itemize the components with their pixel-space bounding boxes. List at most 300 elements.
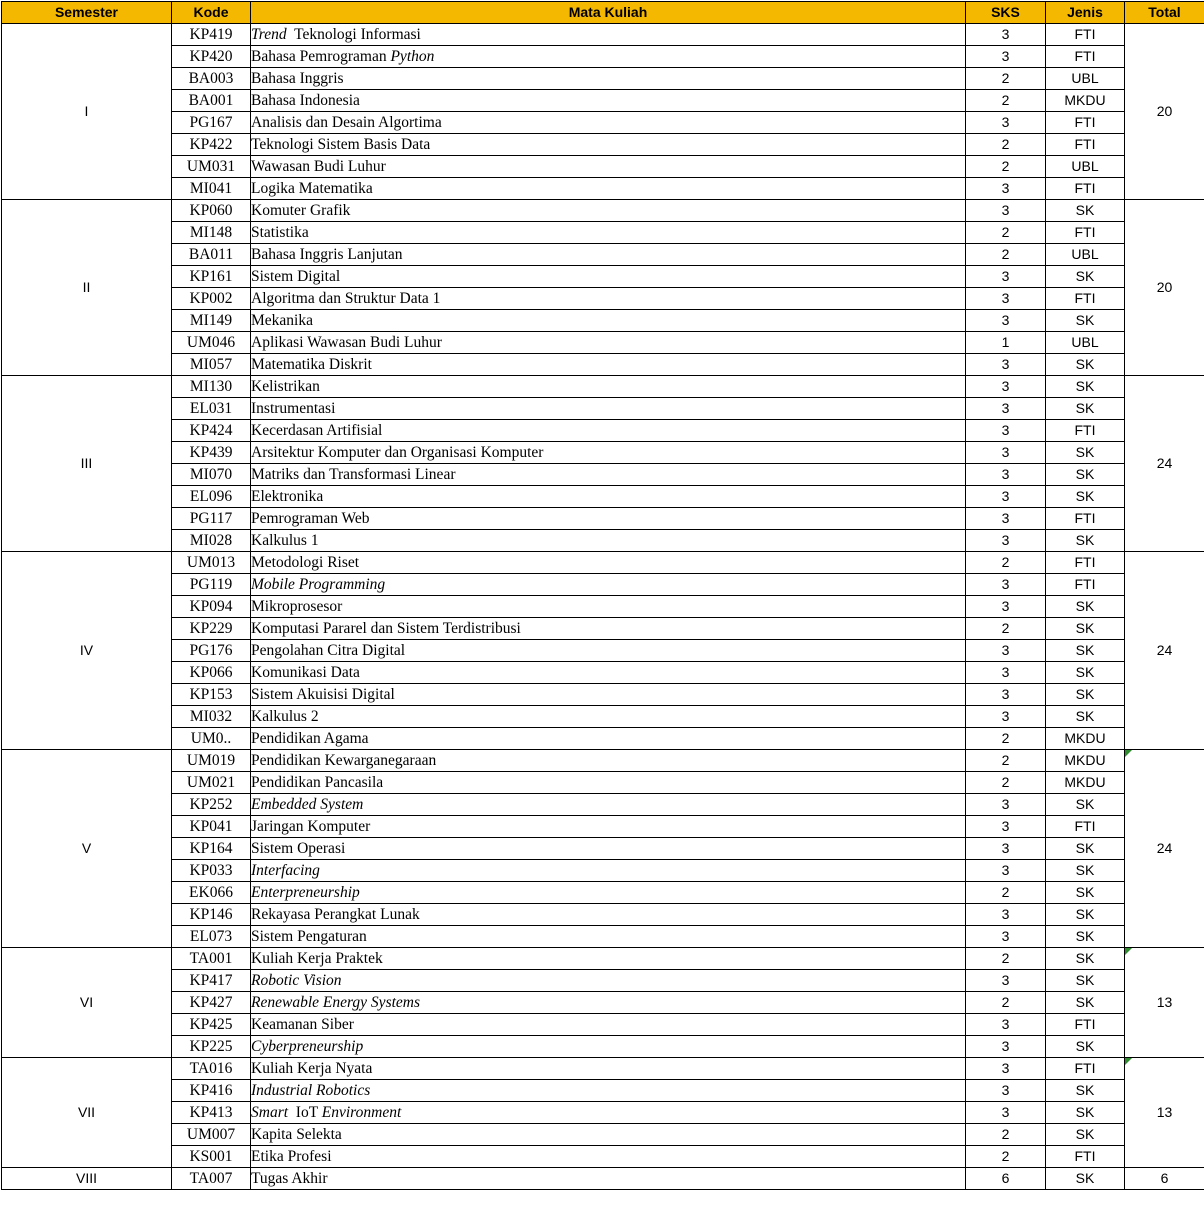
kode-cell[interactable]: MI057	[172, 354, 251, 376]
jenis-cell[interactable]: SK	[1046, 1080, 1125, 1102]
sks-cell[interactable]: 2	[966, 750, 1046, 772]
sks-cell[interactable]: 3	[966, 530, 1046, 552]
table-row	[2, 464, 1204, 486]
mata-kuliah-cell[interactable]	[251, 1124, 966, 1146]
kode-cell[interactable]: MI032	[172, 706, 251, 728]
jenis-cell[interactable]: FTI	[1046, 24, 1125, 46]
kode-cell[interactable]: MI149	[172, 310, 251, 332]
sks-cell[interactable]: 3	[966, 1014, 1046, 1036]
mata-kuliah-cell[interactable]	[251, 288, 966, 310]
mata-kuliah-text: Rekayasa Perangkat Lunak	[251, 906, 420, 923]
total-value: 20	[1157, 279, 1173, 295]
mata-kuliah-cell[interactable]	[251, 134, 966, 156]
mata-kuliah-text: Mobile Programming	[251, 576, 385, 593]
semester-cell[interactable]: III	[2, 376, 172, 552]
mata-kuliah-cell[interactable]	[251, 530, 966, 552]
jenis-cell[interactable]: SK	[1046, 1168, 1125, 1190]
mata-kuliah-cell[interactable]	[251, 640, 966, 662]
sks-cell[interactable]: 3	[966, 860, 1046, 882]
jenis-cell[interactable]: SK	[1046, 684, 1125, 706]
kode-cell[interactable]: KP060	[172, 200, 251, 222]
mata-kuliah-cell[interactable]	[251, 794, 966, 816]
sks-cell[interactable]: 3	[966, 376, 1046, 398]
kode-cell[interactable]: UM013	[172, 552, 251, 574]
sks-cell[interactable]: 3	[966, 662, 1046, 684]
sks-cell[interactable]: 3	[966, 1102, 1046, 1124]
mata-kuliah-cell[interactable]	[251, 860, 966, 882]
table-row	[2, 904, 1204, 926]
mata-kuliah-text: Logika Matematika	[251, 180, 373, 197]
kode-cell[interactable]: UM007	[172, 1124, 251, 1146]
jenis-cell[interactable]: MKDU	[1046, 728, 1125, 750]
kode-cell[interactable]: KP094	[172, 596, 251, 618]
mata-kuliah-text: Pendidikan Pancasila	[251, 774, 383, 791]
mata-kuliah-cell[interactable]	[251, 376, 966, 398]
jenis-cell[interactable]: SK	[1046, 706, 1125, 728]
table-row	[2, 288, 1204, 310]
table-row	[2, 24, 1204, 46]
kode-cell[interactable]: KP161	[172, 266, 251, 288]
table-row	[2, 662, 1204, 684]
kode-cell[interactable]: KP002	[172, 288, 251, 310]
mata-kuliah-cell[interactable]	[251, 904, 966, 926]
mata-kuliah-cell[interactable]	[251, 200, 966, 222]
sks-cell[interactable]: 3	[966, 1080, 1046, 1102]
jenis-cell[interactable]: SK	[1046, 618, 1125, 640]
kode-cell[interactable]: BA001	[172, 90, 251, 112]
total-value: 24	[1157, 455, 1173, 471]
kode-cell[interactable]: KP229	[172, 618, 251, 640]
jenis-cell[interactable]: FTI	[1046, 1146, 1125, 1168]
mata-kuliah-cell[interactable]	[251, 1080, 966, 1102]
jenis-cell[interactable]: SK	[1046, 794, 1125, 816]
kode-cell[interactable]: KP420	[172, 46, 251, 68]
sks-cell[interactable]: 3	[966, 464, 1046, 486]
jenis-cell[interactable]: SK	[1046, 926, 1125, 948]
sks-cell[interactable]: 3	[966, 420, 1046, 442]
mata-kuliah-text: Elektronika	[251, 488, 323, 505]
kode-cell[interactable]: KP146	[172, 904, 251, 926]
kode-cell[interactable]: UM021	[172, 772, 251, 794]
mata-kuliah-cell[interactable]	[251, 90, 966, 112]
mata-kuliah-text: Analisis dan Desain Algortima	[251, 114, 442, 131]
mata-kuliah-cell[interactable]	[251, 662, 966, 684]
kode-cell[interactable]: KP413	[172, 1102, 251, 1124]
table-row	[2, 420, 1204, 442]
mata-kuliah-cell[interactable]	[251, 464, 966, 486]
kode-cell[interactable]: KP252	[172, 794, 251, 816]
mata-kuliah-cell[interactable]	[251, 882, 966, 904]
mata-kuliah-text: Bahasa Indonesia	[251, 92, 360, 109]
jenis-cell[interactable]: FTI	[1046, 1014, 1125, 1036]
mata-kuliah-cell[interactable]	[251, 354, 966, 376]
mata-kuliah-cell[interactable]	[251, 574, 966, 596]
mata-kuliah-cell[interactable]	[251, 684, 966, 706]
kode-cell[interactable]: EL031	[172, 398, 251, 420]
sks-cell[interactable]: 6	[966, 1168, 1046, 1190]
mata-kuliah-cell[interactable]	[251, 992, 966, 1014]
jenis-cell[interactable]: SK	[1046, 948, 1125, 970]
sks-cell[interactable]: 3	[966, 178, 1046, 200]
table-row	[2, 618, 1204, 640]
sks-cell[interactable]: 3	[966, 596, 1046, 618]
jenis-cell[interactable]: SK	[1046, 860, 1125, 882]
table-row	[2, 332, 1204, 354]
mata-kuliah-text: Wawasan Budi Luhur	[251, 158, 386, 175]
mata-kuliah-text: Pemrograman Web	[251, 510, 370, 527]
kode-cell[interactable]: KP419	[172, 24, 251, 46]
jenis-cell[interactable]: UBL	[1046, 244, 1125, 266]
total-value: 24	[1157, 840, 1173, 856]
kode-cell[interactable]: UM019	[172, 750, 251, 772]
total-cell[interactable]	[1125, 552, 1204, 750]
mata-kuliah-cell[interactable]	[251, 1058, 966, 1080]
sks-cell[interactable]: 3	[966, 970, 1046, 992]
sks-cell[interactable]: 3	[966, 24, 1046, 46]
mata-kuliah-cell[interactable]	[251, 816, 966, 838]
kode-cell[interactable]: EL096	[172, 486, 251, 508]
jenis-cell[interactable]: SK	[1046, 310, 1125, 332]
sks-cell[interactable]: 2	[966, 68, 1046, 90]
mata-kuliah-cell[interactable]	[251, 442, 966, 464]
jenis-cell[interactable]: FTI	[1046, 508, 1125, 530]
mata-kuliah-text: Keamanan Siber	[251, 1016, 354, 1033]
jenis-cell[interactable]: MKDU	[1046, 772, 1125, 794]
sks-cell[interactable]: 2	[966, 728, 1046, 750]
jenis-cell[interactable]: SK	[1046, 992, 1125, 1014]
mata-kuliah-cell[interactable]	[251, 706, 966, 728]
jenis-cell[interactable]: SK	[1046, 838, 1125, 860]
mata-kuliah-text: Bahasa Inggris	[251, 70, 344, 87]
header-semester[interactable]: Semester	[2, 2, 172, 24]
mata-kuliah-text: Jaringan Komputer	[251, 818, 370, 835]
sks-cell[interactable]: 3	[966, 508, 1046, 530]
mata-kuliah-cell[interactable]	[251, 222, 966, 244]
mata-kuliah-cell[interactable]	[251, 1168, 966, 1190]
mata-kuliah-text: Statistika	[251, 224, 309, 241]
sks-cell[interactable]: 3	[966, 310, 1046, 332]
kode-cell[interactable]: KP439	[172, 442, 251, 464]
sks-cell[interactable]: 2	[966, 552, 1046, 574]
jenis-cell[interactable]: SK	[1046, 596, 1125, 618]
kode-cell[interactable]: KP225	[172, 1036, 251, 1058]
mata-kuliah-cell[interactable]	[251, 398, 966, 420]
table-row	[2, 838, 1204, 860]
kode-cell[interactable]: PG119	[172, 574, 251, 596]
jenis-cell[interactable]: MKDU	[1046, 90, 1125, 112]
kode-cell[interactable]: KP416	[172, 1080, 251, 1102]
kode-cell[interactable]: KP033	[172, 860, 251, 882]
mata-kuliah-cell[interactable]	[251, 970, 966, 992]
mata-kuliah-cell[interactable]	[251, 310, 966, 332]
kode-cell[interactable]: KS001	[172, 1146, 251, 1168]
semester-cell[interactable]: VI	[2, 948, 172, 1058]
semester-cell[interactable]: VIII	[2, 1168, 172, 1190]
sks-cell[interactable]: 3	[966, 794, 1046, 816]
sks-cell[interactable]: 3	[966, 266, 1046, 288]
jenis-cell[interactable]: FTI	[1046, 46, 1125, 68]
semester-cell[interactable]: II	[2, 200, 172, 376]
kode-cell[interactable]: KP424	[172, 420, 251, 442]
jenis-cell[interactable]: SK	[1046, 970, 1125, 992]
jenis-cell[interactable]: FTI	[1046, 288, 1125, 310]
kode-cell[interactable]: TA001	[172, 948, 251, 970]
mata-kuliah-cell[interactable]	[251, 618, 966, 640]
kode-cell[interactable]: KP422	[172, 134, 251, 156]
jenis-cell[interactable]: UBL	[1046, 332, 1125, 354]
sks-cell[interactable]: 3	[966, 684, 1046, 706]
jenis-cell[interactable]: FTI	[1046, 552, 1125, 574]
mata-kuliah-cell[interactable]	[251, 1146, 966, 1168]
kode-cell[interactable]: KP041	[172, 816, 251, 838]
kode-cell[interactable]: MI028	[172, 530, 251, 552]
mata-kuliah-text: Python	[390, 48, 434, 65]
table-row	[2, 1036, 1204, 1058]
kode-cell[interactable]: UM046	[172, 332, 251, 354]
mata-kuliah-cell[interactable]	[251, 178, 966, 200]
mata-kuliah-text: Pengolahan Citra Digital	[251, 642, 405, 659]
mata-kuliah-cell[interactable]	[251, 156, 966, 178]
sks-cell[interactable]: 2	[966, 948, 1046, 970]
kode-cell[interactable]: EL073	[172, 926, 251, 948]
sks-cell[interactable]: 3	[966, 816, 1046, 838]
jenis-cell[interactable]: SK	[1046, 904, 1125, 926]
sks-cell[interactable]: 3	[966, 112, 1046, 134]
sks-cell[interactable]: 3	[966, 838, 1046, 860]
sks-cell[interactable]: 2	[966, 1146, 1046, 1168]
jenis-cell[interactable]: SK	[1046, 882, 1125, 904]
total-cell[interactable]	[1125, 24, 1204, 200]
jenis-cell[interactable]: FTI	[1046, 574, 1125, 596]
total-value: 13	[1157, 994, 1173, 1010]
jenis-cell[interactable]: FTI	[1046, 420, 1125, 442]
comment-indicator-icon	[1125, 1058, 1132, 1065]
header-total[interactable]: Total	[1125, 2, 1204, 24]
jenis-cell[interactable]: FTI	[1046, 178, 1125, 200]
mata-kuliah-cell[interactable]	[251, 552, 966, 574]
mata-kuliah-cell[interactable]	[251, 420, 966, 442]
semester-cell[interactable]: IV	[2, 552, 172, 750]
table-row	[2, 816, 1204, 838]
mata-kuliah-cell[interactable]	[251, 332, 966, 354]
header-sks[interactable]: SKS	[966, 2, 1046, 24]
sks-cell[interactable]: 3	[966, 640, 1046, 662]
sks-cell[interactable]: 3	[966, 354, 1046, 376]
header-row	[2, 2, 1204, 24]
kode-cell[interactable]: KP417	[172, 970, 251, 992]
jenis-cell[interactable]: SK	[1046, 662, 1125, 684]
table-row	[2, 178, 1204, 200]
mata-kuliah-cell[interactable]	[251, 596, 966, 618]
kode-cell[interactable]: EK066	[172, 882, 251, 904]
kode-cell[interactable]: BA011	[172, 244, 251, 266]
mata-kuliah-text: Sistem Akuisisi Digital	[251, 686, 395, 703]
sks-cell[interactable]: 2	[966, 772, 1046, 794]
jenis-cell[interactable]: UBL	[1046, 68, 1125, 90]
header-jenis[interactable]: Jenis	[1046, 2, 1125, 24]
kode-cell[interactable]: TA007	[172, 1168, 251, 1190]
sks-cell[interactable]: 2	[966, 222, 1046, 244]
semester-cell[interactable]: V	[2, 750, 172, 948]
mata-kuliah-text: Komunikasi Data	[251, 664, 360, 681]
kode-cell[interactable]: PG167	[172, 112, 251, 134]
table-row	[2, 640, 1204, 662]
sks-cell[interactable]: 3	[966, 486, 1046, 508]
jenis-cell[interactable]: SK	[1046, 530, 1125, 552]
jenis-cell[interactable]: SK	[1046, 266, 1125, 288]
jenis-cell[interactable]: SK	[1046, 354, 1125, 376]
sks-cell[interactable]: 3	[966, 706, 1046, 728]
sks-cell[interactable]: 2	[966, 244, 1046, 266]
mata-kuliah-cell[interactable]	[251, 772, 966, 794]
jenis-cell[interactable]: SK	[1046, 464, 1125, 486]
sks-cell[interactable]: 3	[966, 1036, 1046, 1058]
sks-cell[interactable]: 3	[966, 1058, 1046, 1080]
mata-kuliah-text: Matematika Diskrit	[251, 356, 372, 373]
mata-kuliah-text: Sistem Operasi	[251, 840, 345, 857]
total-cell[interactable]	[1125, 1058, 1204, 1168]
total-cell[interactable]	[1125, 750, 1204, 948]
table-row	[2, 1124, 1204, 1146]
mata-kuliah-text: Pendidikan Kewarganegaraan	[251, 752, 436, 769]
jenis-cell[interactable]: SK	[1046, 442, 1125, 464]
mata-kuliah-cell[interactable]	[251, 46, 966, 68]
mata-kuliah-cell[interactable]	[251, 750, 966, 772]
mata-kuliah-cell[interactable]	[251, 112, 966, 134]
mata-kuliah-text: Instrumentasi	[251, 400, 335, 417]
jenis-cell[interactable]: FTI	[1046, 1058, 1125, 1080]
kode-cell[interactable]: PG117	[172, 508, 251, 530]
mata-kuliah-cell[interactable]	[251, 1036, 966, 1058]
mata-kuliah-text: Bahasa Inggris Lanjutan	[251, 246, 403, 263]
semester-cell[interactable]: VII	[2, 1058, 172, 1168]
mata-kuliah-text: Teknologi Informasi	[287, 26, 421, 43]
sks-cell[interactable]: 2	[966, 156, 1046, 178]
kode-cell[interactable]: KP066	[172, 662, 251, 684]
sks-cell[interactable]: 2	[966, 618, 1046, 640]
table-row	[2, 244, 1204, 266]
sks-cell[interactable]: 2	[966, 90, 1046, 112]
kode-cell[interactable]: PG176	[172, 640, 251, 662]
kode-cell[interactable]: MI041	[172, 178, 251, 200]
total-cell[interactable]	[1125, 1168, 1204, 1190]
sks-cell[interactable]: 2	[966, 134, 1046, 156]
sks-cell[interactable]: 3	[966, 398, 1046, 420]
mata-kuliah-cell[interactable]	[251, 926, 966, 948]
sks-cell[interactable]: 3	[966, 904, 1046, 926]
table-row	[2, 200, 1204, 222]
kode-cell[interactable]: KP164	[172, 838, 251, 860]
mata-kuliah-cell[interactable]	[251, 1014, 966, 1036]
kode-cell[interactable]: BA003	[172, 68, 251, 90]
jenis-cell[interactable]: SK	[1046, 200, 1125, 222]
kode-cell[interactable]: TA016	[172, 1058, 251, 1080]
table-row	[2, 156, 1204, 178]
sks-cell[interactable]: 3	[966, 574, 1046, 596]
kode-cell[interactable]: MI148	[172, 222, 251, 244]
jenis-cell[interactable]: SK	[1046, 640, 1125, 662]
jenis-cell[interactable]: UBL	[1046, 156, 1125, 178]
kode-cell[interactable]: KP153	[172, 684, 251, 706]
sks-cell[interactable]: 2	[966, 882, 1046, 904]
sks-cell[interactable]: 3	[966, 46, 1046, 68]
kode-cell[interactable]: KP427	[172, 992, 251, 1014]
mata-kuliah-text: Kelistrikan	[251, 378, 320, 395]
mata-kuliah-cell[interactable]	[251, 486, 966, 508]
mata-kuliah-cell[interactable]	[251, 244, 966, 266]
table-row	[2, 552, 1204, 574]
mata-kuliah-text: Interfacing	[251, 862, 320, 879]
mata-kuliah-cell[interactable]	[251, 728, 966, 750]
sks-cell[interactable]: 3	[966, 926, 1046, 948]
table-row	[2, 772, 1204, 794]
jenis-cell[interactable]: FTI	[1046, 816, 1125, 838]
mata-kuliah-cell[interactable]	[251, 266, 966, 288]
jenis-cell[interactable]: SK	[1046, 1102, 1125, 1124]
sks-cell[interactable]: 3	[966, 442, 1046, 464]
mata-kuliah-cell[interactable]	[251, 68, 966, 90]
table-row	[2, 442, 1204, 464]
kode-cell[interactable]: UM0..	[172, 728, 251, 750]
jenis-cell[interactable]: SK	[1046, 398, 1125, 420]
jenis-cell[interactable]: SK	[1046, 1124, 1125, 1146]
total-cell[interactable]	[1125, 376, 1204, 552]
mata-kuliah-text: Pendidikan Agama	[251, 730, 369, 747]
kode-cell[interactable]: MI070	[172, 464, 251, 486]
sks-cell[interactable]: 2	[966, 992, 1046, 1014]
mata-kuliah-cell[interactable]	[251, 948, 966, 970]
mata-kuliah-cell[interactable]	[251, 1102, 966, 1124]
mata-kuliah-text: Industrial Robotics	[251, 1082, 370, 1099]
table-row	[2, 574, 1204, 596]
header-kode[interactable]: Kode	[172, 2, 251, 24]
table-row	[2, 992, 1204, 1014]
jenis-cell[interactable]: MKDU	[1046, 750, 1125, 772]
jenis-cell[interactable]: SK	[1046, 376, 1125, 398]
mata-kuliah-cell[interactable]	[251, 508, 966, 530]
sks-cell[interactable]: 1	[966, 332, 1046, 354]
table-row	[2, 530, 1204, 552]
table-row	[2, 684, 1204, 706]
total-cell[interactable]	[1125, 948, 1204, 1058]
mata-kuliah-cell[interactable]	[251, 838, 966, 860]
mata-kuliah-text: Kapita Selekta	[251, 1126, 342, 1143]
curriculum-table	[1, 1, 1204, 1190]
kode-cell[interactable]: UM031	[172, 156, 251, 178]
sks-cell[interactable]: 2	[966, 1124, 1046, 1146]
table-row	[2, 508, 1204, 530]
jenis-cell[interactable]: FTI	[1046, 222, 1125, 244]
jenis-cell[interactable]: FTI	[1046, 134, 1125, 156]
table-row	[2, 882, 1204, 904]
kode-cell[interactable]: KP425	[172, 1014, 251, 1036]
total-cell[interactable]	[1125, 200, 1204, 376]
mata-kuliah-text: Sistem Pengaturan	[251, 928, 367, 945]
table-row	[2, 1102, 1204, 1124]
table-row	[2, 948, 1204, 970]
sks-cell[interactable]: 3	[966, 288, 1046, 310]
sks-cell[interactable]: 3	[966, 200, 1046, 222]
table-row	[2, 1058, 1204, 1080]
header-mata-kuliah[interactable]: Mata Kuliah	[251, 2, 966, 24]
mata-kuliah-cell[interactable]	[251, 24, 966, 46]
semester-cell[interactable]: I	[2, 24, 172, 200]
jenis-cell[interactable]: SK	[1046, 1036, 1125, 1058]
table-row	[2, 68, 1204, 90]
jenis-cell[interactable]: SK	[1046, 486, 1125, 508]
kode-cell[interactable]: MI130	[172, 376, 251, 398]
jenis-cell[interactable]: FTI	[1046, 112, 1125, 134]
